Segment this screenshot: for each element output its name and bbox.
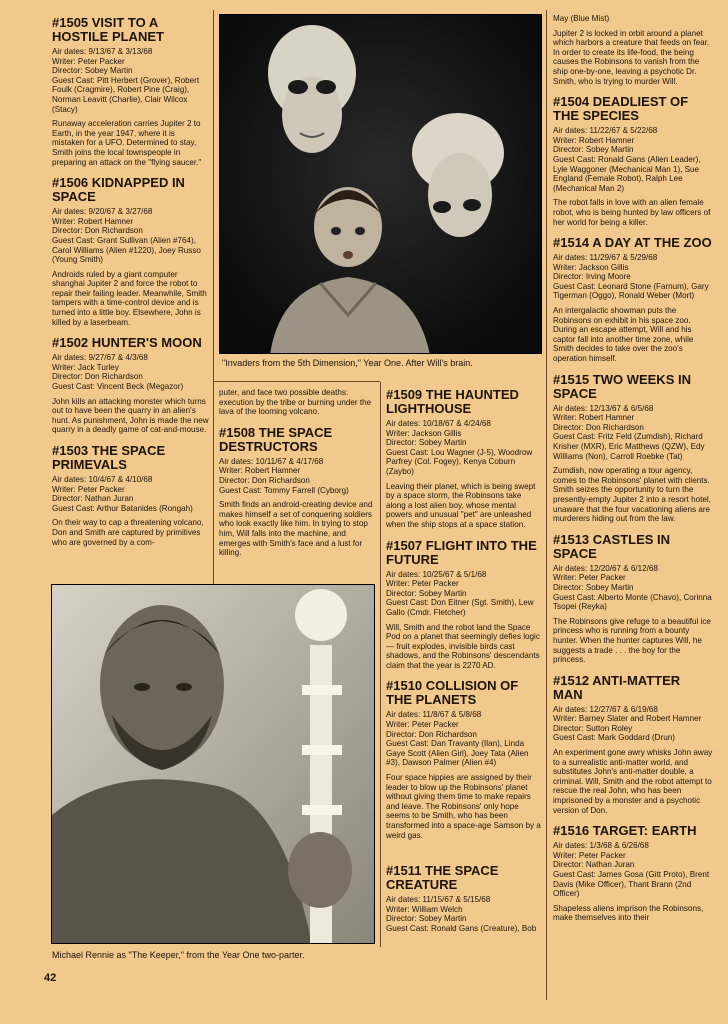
episode-entry [219,426,377,558]
episode-title: #1513 CASTLES IN SPACE [553,531,671,561]
episode-title: #1504 DEADLIEST OF THE SPECIES [553,94,689,124]
column-rule [380,382,381,947]
episode-entry [553,373,713,524]
episode-title: #1509 THE HAUNTED LIGHTHOUSE [386,387,519,416]
episode-entry [219,388,377,417]
episode-entry [52,444,209,547]
episode-title: #1502 HUNTER'S MOON [52,335,202,351]
episode-synopsis: Will, Smith and the robot land the Space Pod on a planet that seemingly defies logic — fruit explodes, invisible birds cast shadows, and the Robinsons' descendants claim that the year is 2270 AD. [386,622,540,670]
episode-credit: Guest Cast: Vincent Beck (Megazor) [52,382,184,392]
episode-credit: Director: Sobey Martin [553,582,634,592]
episode-credit: Writer: Jack Turley [52,362,119,372]
episode-synopsis: Runaway acceleration carries Jupiter 2 to Earth, in the year 1947, where it is mistaken for a UFO. Determined to stay, Smith joins the local townspeople in preparing an attack on the "flying saucer." [52,119,202,167]
episode-entry [553,533,713,665]
episode-entry [386,679,542,840]
episode-credit: Guest Cast: Ronald Gans (Creature), Bob [386,923,537,933]
episode-synopsis: Four space hippies are assigned by their leader to blow up the Robinsons' planet without giving them time to make repairs and leave. The Robinsons' only hope seems to be Smith, who has been transformed into a space-age Samson by a weird gas. [386,773,541,840]
episode-credit: Writer: Robert Hamner [553,135,635,145]
episode-entry [553,824,713,923]
photo1-caption: "Invaders from the 5th Dimension," Year One. After Will's brain. [222,358,473,368]
episode-credit: Air dates: 11/22/67 & 5/22/68 [553,126,658,136]
episode-entry [386,864,542,933]
episode-credit: Director: Nathan Juran [52,494,134,504]
column-3 [386,388,542,943]
episode-synopsis: An experiment gone awry whisks John away to a surrealistic anti-matter world, and substitutes John's anti-matter double, a criminal. Will, Smith and the robot attempt to rescue the real John, who has been imprisoned by a monster and a psychotic version of Don. [553,748,713,815]
episode-title: #1515 TWO WEEKS IN SPACE [553,371,691,401]
episode-credit: Guest Cast: Grant Sullivan (Alien #764), Carol Williams (Alien #1220), Joey Russo (Young Smith) [52,235,201,265]
episode-synopsis: Zumdish, now operating a tour agency, comes to the Robinsons' planet with clients. Smith seizes the opportunity to turn the presently-empty Jupiter 2 into a resort hotel, unaware that the four vacationing aliens are murderers hiding out from the law. [553,466,711,524]
episode-synopsis: Leaving their planet, which is being swept by a space storm, the Robinsons take along a lost alien boy, whose mental powers and unusual "pet" are unleashed when the ship stops at a space station. [386,481,536,529]
episode-credit: Director: Don Richardson [386,729,477,739]
episode-credit: Air dates: 11/29/67 & 5/29/68 [553,253,658,263]
episode-credit: Director: Sobey Martin [386,438,467,448]
episode-credit: Writer: William Welch [386,904,463,914]
episode-credit: Director: Sobey Martin [386,588,467,598]
episode-synopsis: John kills an attacking monster which turns out to have been the quarry in an alien's hunt. As punishment, John is made the new quarry in a deadly game of cat-and-mouse. [52,396,209,435]
episode-title: #1516 TARGET: EARTH [553,823,697,839]
column-rule [213,10,214,585]
episode-credit: Air dates: 9/20/67 & 3/27/68 [52,207,153,217]
episode-credit: Guest Cast: Don Eitner (Sgt. Smith), Lew Gallo (Cmdr. Fletcher) [386,598,534,617]
episode-credit: Writer: Robert Hamner [52,216,134,226]
episode-entry [553,95,713,227]
photo-keeper [51,584,375,944]
episode-synopsis: On their way to cap a threatening volcano, Don and Smith are captured by primitives who are governed by a com- [52,518,204,547]
episode-synopsis: puter, and face two possible deaths: execution by the tribe or burning under the lava of the looming volcano. [219,388,372,417]
episode-credit: Writer: Barney Slater and Robert Hamner [553,714,702,724]
episode-credit: Guest Cast: Mark Goddard (Drun) [553,733,675,743]
episode-credit: Air dates: 10/4/67 & 4/10/68 [52,475,153,484]
episode-credit: Guest Cast: Lou Wagner (J-5), Woodrow Parfrey (Col. Fogey), Kenya Coburn (Zaybo) [386,447,533,476]
column-rule [546,10,547,1000]
episode-credit: Guest Cast: Arthur Batanides (Rongah) [52,503,193,513]
episode-credit: Air dates: 10/11/67 & 4/17/68 [219,456,324,466]
episode-synopsis: An intergalactic showman puts the Robinsons on exhibit in his space zoo. During an escape attempt, Will and his captor fall into another time zone, while Smith decides to take over the zoo's operation himself. [553,306,694,364]
episode-credit: Air dates: 10/25/67 & 5/1/68 [386,569,487,579]
episode-credit: Writer: Peter Packer [553,850,626,860]
episode-title: #1507 FLIGHT INTO THE FUTURE [386,537,537,567]
episode-entry [52,16,209,167]
episode-credit: Guest Cast: Tommy Farrell (Cyborg) [219,485,349,495]
episode-credit: Guest Cast: Dan Travanty (Ilan), Linda Gaye Scott (Alien Girl), Joey Tata (Alien #3), Dawson Palmer (Alien #4) [386,739,529,768]
episode-credit: Director: Sutton Roley [553,723,633,733]
episode-credit: Air dates: 12/27/67 & 6/19/68 [553,704,658,714]
episode-entry [553,674,713,816]
episode-credit: Director: Sobey Martin [386,914,467,924]
episode-credit: Director: Don Richardson [52,372,143,382]
episode-credit: Director: Don Richardson [553,422,644,432]
photo2-caption: Michael Rennie as "The Keeper," from the Year One two-parter. [52,950,305,960]
episode-credit: Air dates: 9/27/67 & 4/3/68 [52,353,148,363]
episode-credit: Writer: Peter Packer [52,56,125,66]
episode-synopsis: Jupiter 2 is locked in orbit around a planet which harbors a creature that feeds on fear. In order to create its life-food, the being causes the Robinsons to vanish from the ship one-by-one, leaving a psychotic Dr. Smith, who is trying to murder Will. [553,28,710,86]
episode-credit: Air dates: 12/13/67 & 6/5/68 [553,403,654,413]
episode-credit: Air dates: 11/15/67 & 5/15/68 [386,895,491,905]
episode-title: #1506 KIDNAPPED IN SPACE [52,175,185,205]
episode-entry [52,336,209,435]
column-2 [219,388,377,567]
episode-credit: Director: Sobey Martin [553,145,634,155]
episode-title: #1503 THE SPACE PRIMEVALS [52,443,166,472]
episode-credit: Guest Cast: Alberto Monte (Chavo), Corinna Tsopei (Reyka) [553,592,712,612]
episode-credit: Director: Nathan Juran [553,860,635,870]
episode-title: #1505 VISIT TO A HOSTILE PLANET [52,15,164,44]
episode-title: #1508 THE SPACE DESTRUCTORS [219,424,333,454]
episode-credit: Writer: Jackson Gillis [553,262,629,272]
episode-title: #1512 ANTI-MATTER MAN [553,672,681,702]
episode-synopsis: Androids ruled by a giant computer shanghai Jupiter 2 and force the robot to repair their failing leader. Meanwhile, Smith tampers with a time-control device and is turned into a little boy. Elsewhere, John is killed by a laserbeam. [52,269,207,327]
episode-credit: Director: Sobey Martin [52,66,133,76]
episode-credit: Air dates: 10/18/67 & 4/24/68 [386,419,491,428]
episode-synopsis: The Robinsons give refuge to a beautiful ice princess who is running from a bounty hunter. When the hunter captures Will, he suggests a trade . . . the boy for the princess. [553,616,711,665]
episode-credit: Guest Cast: Leonard Stone (Farnum), Gary Tigerman (Oggo), Ronald Weber (Mort) [553,281,709,301]
episode-title: #1510 COLLISION OF THE PLANETS [386,678,519,708]
episode-entry [52,176,209,327]
episode-title: #1514 A DAY AT THE ZOO [553,235,712,251]
episode-credit: Writer: Peter Packer [386,720,459,730]
episode-credit: Guest Cast: James Gosa (Gitt Proto), Brent Davis (Mike Officer), Thant Brann (2nd Officer) [553,870,710,899]
episode-credit: Director: Don Richardson [219,475,310,485]
episode-credit: Writer: Peter Packer [386,579,459,589]
episode-credit: Writer: Peter Packer [52,484,125,494]
episode-credit: Writer: Robert Hamner [553,413,635,423]
column-1 [52,16,209,556]
episode-entry [386,539,542,671]
episode-credit: Director: Don Richardson [52,226,143,236]
photo-invaders [219,14,542,354]
episode-credit: Writer: Peter Packer [553,573,626,583]
section-rule [214,381,380,382]
episode-credit: Writer: Jackson Gillis [386,428,462,438]
episode-credit: May (Blue Mist) [553,14,610,23]
episode-title: #1511 THE SPACE CREATURE [386,863,499,893]
episode-entry [553,236,713,364]
episode-entry [386,388,542,530]
episode-credit: Director: Irving Moore [553,272,631,282]
page-number: 42 [44,972,57,984]
column-4 [553,14,713,932]
episode-credit: Writer: Robert Hamner [219,466,301,476]
episode-credit: Guest Cast: Pitt Herbert (Grover), Robert Foulk (Cragmire), Robert Pine (Craig), Norman Leavitt (Charlie), Clair Wilcox (Stacy) [52,75,200,114]
episode-credit: Air dates: 1/3/68 & 6/26/68 [553,841,649,851]
episode-credit: Guest Cast: Ronald Gans (Alien Leader), Lyle Waggoner (Mechanical Man 1), Sue England (Female Robot), Ralph Lee (Mechanical Man 2) [553,154,701,193]
episode-credit: Air dates: 12/20/67 & 6/12/68 [553,563,658,573]
episode-credit: Air dates: 9/13/67 & 3/13/68 [52,47,153,56]
episode-synopsis: The robot falls in love with an alien female robot, who is being hunted by law officers of her world for being a killer. [553,198,711,227]
episode-credit: Air dates: 11/8/67 & 5/8/68 [386,710,482,720]
episode-synopsis: Smith finds an android-creating device and makes himself a set of conquering soldiers who look exactly like him. In trying to stop him, Will falls into the machine, and emerges with Smith's face and a lust for killing. [219,500,373,558]
episode-entry [553,14,713,86]
episode-synopsis: Shapeless aliens imprison the Robinsons, make themselves into their [553,903,704,923]
episode-credit: Guest Cast: Fritz Feld (Zumdish), Richard Krisher (MXR), Eric Matthews (QZW), Edy Williams (Non), Carroll Roebke (Tat) [553,432,705,461]
